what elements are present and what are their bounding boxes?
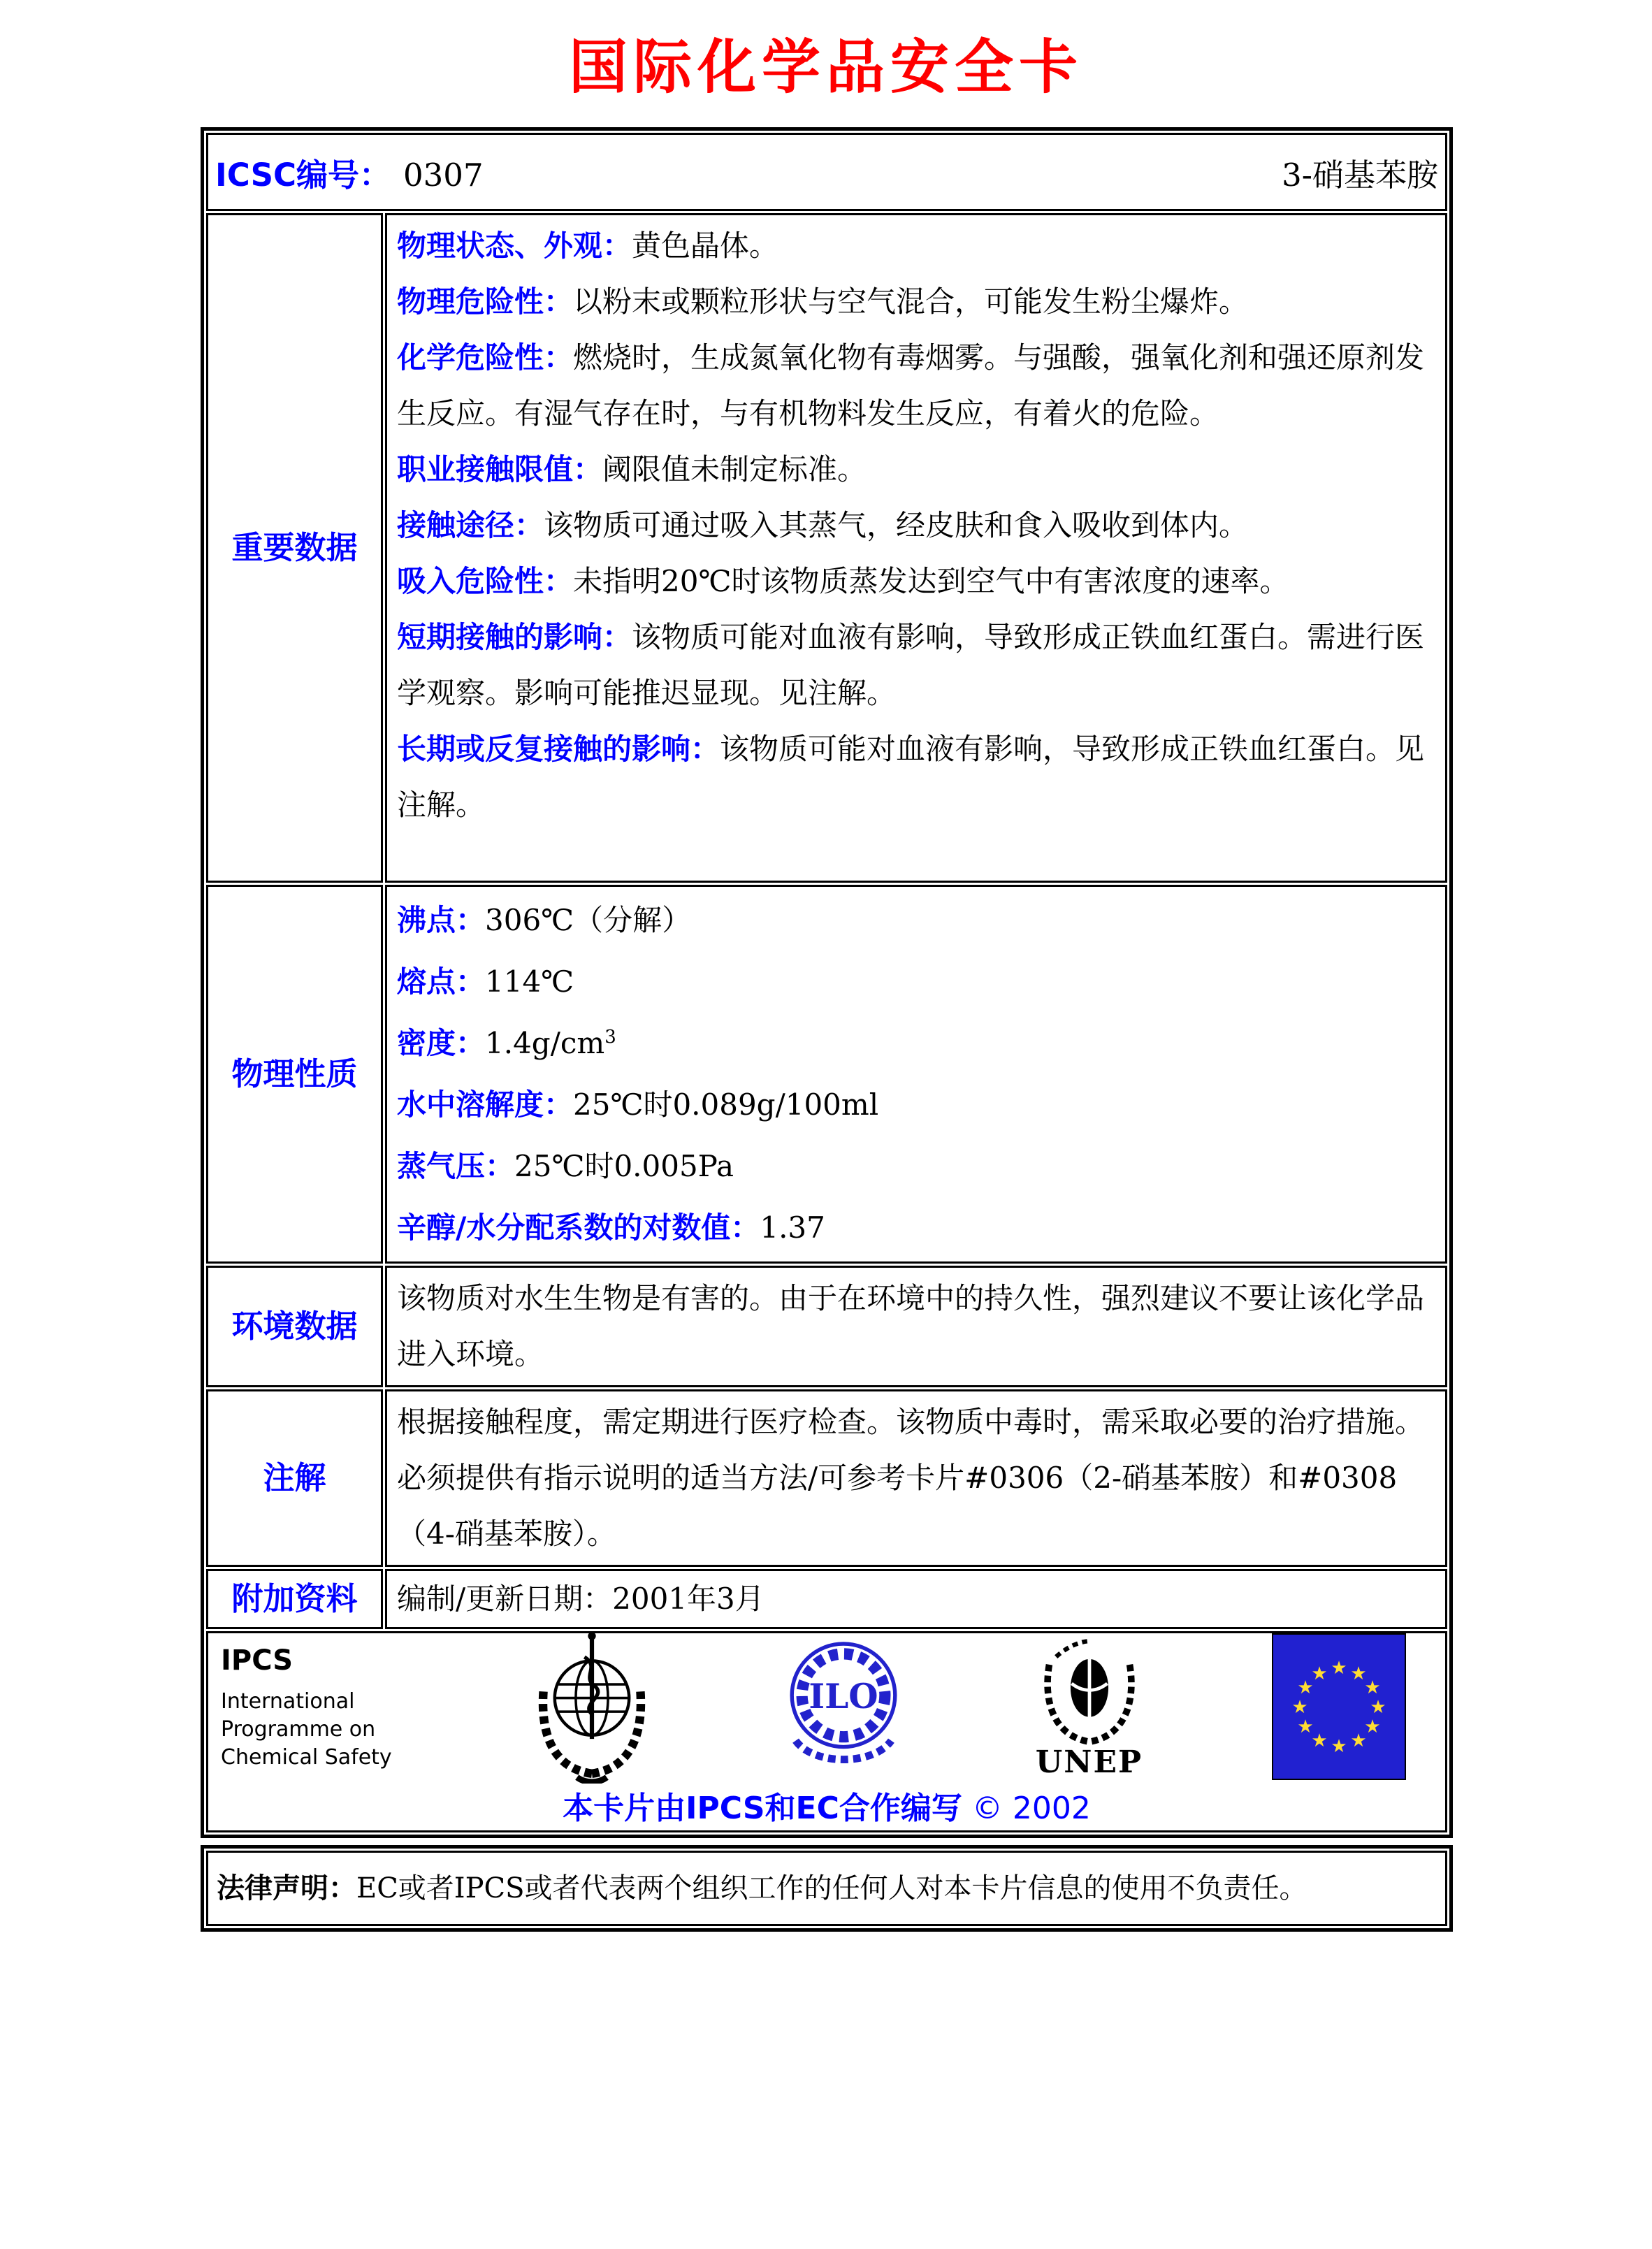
header-row [206,133,1447,211]
eu-star: ★ [1297,1716,1314,1737]
footer-row [206,1631,1447,1832]
eu-star: ★ [1291,1697,1308,1718]
entry-label: 职业接触限值： [397,452,603,486]
eu-star: ★ [1311,1663,1328,1684]
icsc-number-group [215,150,484,195]
unep-letters: UNEP [1035,1744,1143,1780]
ilo-logo-icon [781,1635,906,1781]
ilo-letters: ILO [809,1676,878,1716]
logos-row [215,1639,1438,1780]
prop-water-solubility [397,1074,1435,1136]
section-label-physical-properties: 物理性质 [206,885,383,1264]
entry-text: 阈限值未制定标准。 [602,452,867,486]
prop-value-exponent: 3 [604,1027,616,1048]
notes-text: 根据接触程度，需定期进行医疗检查。该物质中毒时，需采取必要的治疗措施。必须提供有指示说明的适当方法/可参考卡片#0306（2-硝基苯胺）和#0308（4-硝基苯胺）。 [397,1405,1425,1551]
entry-label: 短期接触的影响： [397,620,632,654]
entry-text: 该物质可能对血液有影响，导致形成正铁血红蛋白。见注解。 [397,732,1425,822]
entry-text: 该物质可能对血液有影响，导致形成正铁血红蛋白。需进行医学观察。影响可能推迟显现。见注解。 [397,620,1425,710]
icsc-table [201,127,1453,1838]
entry-text: 燃烧时，生成氮氧化物有毒烟雾。与强酸，强氧化剂和强还原剂发生反应。有湿气存在时，与有机物料发生反应，有着火的危险。 [397,340,1425,431]
prop-boiling-point [397,890,1435,951]
prop-label: 密度： [397,1026,486,1060]
entry-physical-danger [397,274,1435,330]
section-label-environmental-data: 环境数据 [206,1266,383,1387]
additional-info-cell [385,1569,1447,1629]
eu-star: ★ [1331,1736,1347,1757]
icsc-number-value: 0307 [403,156,484,194]
update-date-value: 2001年3月 [612,1582,765,1616]
who-logo-icon [530,1630,654,1786]
entry-short-term-effects [397,609,1435,721]
prop-octanol-water-coefficient [397,1197,1435,1259]
icsc-sheet [201,127,1453,1932]
prop-value: 1.4g/cm [485,1026,605,1060]
update-date-label: 编制/更新日期： [397,1582,613,1616]
ipcs-text-block [221,1644,403,1772]
entry-text: 未指明20℃时该物质蒸发达到空气中有害浓度的速率。 [573,564,1289,598]
prop-value: 25℃时0.005Pa [514,1149,734,1183]
ipcs-acronym: IPCS [221,1644,294,1677]
entry-physical-state [397,218,1435,274]
entry-text: 以粉末或颗粒形状与空气混合，可能发生粉尘爆炸。 [573,284,1249,319]
prop-density [397,1013,1435,1074]
prop-value: 1.37 [760,1210,825,1245]
entry-label: 长期或反复接触的影响： [397,732,720,766]
entry-text: 该物质可通过吸入其蒸气，经皮肤和食入吸收到体内。 [544,508,1249,542]
important-data-cell [385,213,1447,883]
eu-star: ★ [1311,1730,1328,1751]
legal-notice-text: EC或者IPCS或者代表两个组织工作的任何人对本卡片信息的使用不负责任。 [356,1872,1307,1904]
prop-value: 306℃（分解） [485,903,692,937]
prop-label: 沸点： [397,903,486,937]
entry-chemical-danger [397,330,1435,442]
entry-label: 吸入危险性： [397,564,574,598]
footer-caption [215,1783,1438,1828]
section-label-important-data: 重要数据 [206,213,383,883]
ipcs-line-3: Chemical Safety [221,1745,392,1770]
prop-value: 25℃时0.089g/100ml [573,1087,879,1122]
entry-label: 化学危险性： [397,340,574,375]
legal-notice-inner [206,1851,1447,1926]
page-title: 国际化学品安全卡 [568,33,1083,101]
eu-star: ★ [1364,1677,1381,1698]
eu-star: ★ [1297,1677,1314,1698]
eu-star: ★ [1364,1716,1381,1737]
unep-logo-icon [1034,1637,1145,1749]
caption-year: © 2002 [971,1791,1091,1826]
prop-value: 114℃ [485,964,574,999]
entry-label: 接触途径： [397,508,544,542]
legal-notice-box [201,1845,1453,1932]
environmental-data-text: 该物质对水生生物是有害的。由于在环境中的持久性，强烈建议不要让该化学品进入环境。 [397,1281,1425,1371]
notes-cell [385,1389,1447,1567]
chemical-name: 3-硝基苯胺 [1282,156,1438,194]
caption-text: 本卡片由IPCS和EC合作编写 [563,1791,962,1826]
ipcs-line-2: Programme on [221,1717,376,1742]
section-label-additional-info: 附加资料 [206,1569,383,1629]
prop-vapor-pressure [397,1136,1435,1197]
eu-star: ★ [1370,1697,1386,1718]
icsc-number-label: ICSC编号： [215,156,391,194]
prop-label: 蒸气压： [397,1149,515,1183]
environmental-data-cell [385,1266,1447,1387]
eu-star: ★ [1331,1658,1347,1679]
prop-melting-point [397,951,1435,1013]
prop-label: 辛醇/水分配系数的对数值： [397,1210,760,1245]
entry-exposure-routes [397,498,1435,554]
physical-properties-cell [385,885,1447,1264]
section-label-notes: 注解 [206,1389,383,1567]
eu-star: ★ [1350,1663,1367,1684]
entry-occupational-limit [397,442,1435,498]
eu-flag-icon [1272,1633,1406,1783]
entry-long-term-effects [397,721,1435,833]
entry-inhalation-risk [397,554,1435,609]
unep-logo-block [1034,1637,1145,1780]
prop-label: 水中溶解度： [397,1087,574,1122]
entry-label: 物理危险性： [397,284,574,319]
eu-star: ★ [1350,1730,1367,1751]
entry-text: 黄色晶体。 [632,229,779,263]
prop-label: 熔点： [397,964,486,999]
legal-notice-label: 法律声明： [217,1872,356,1904]
ipcs-line-1: International [221,1689,355,1714]
entry-label: 物理状态、外观： [397,229,632,263]
